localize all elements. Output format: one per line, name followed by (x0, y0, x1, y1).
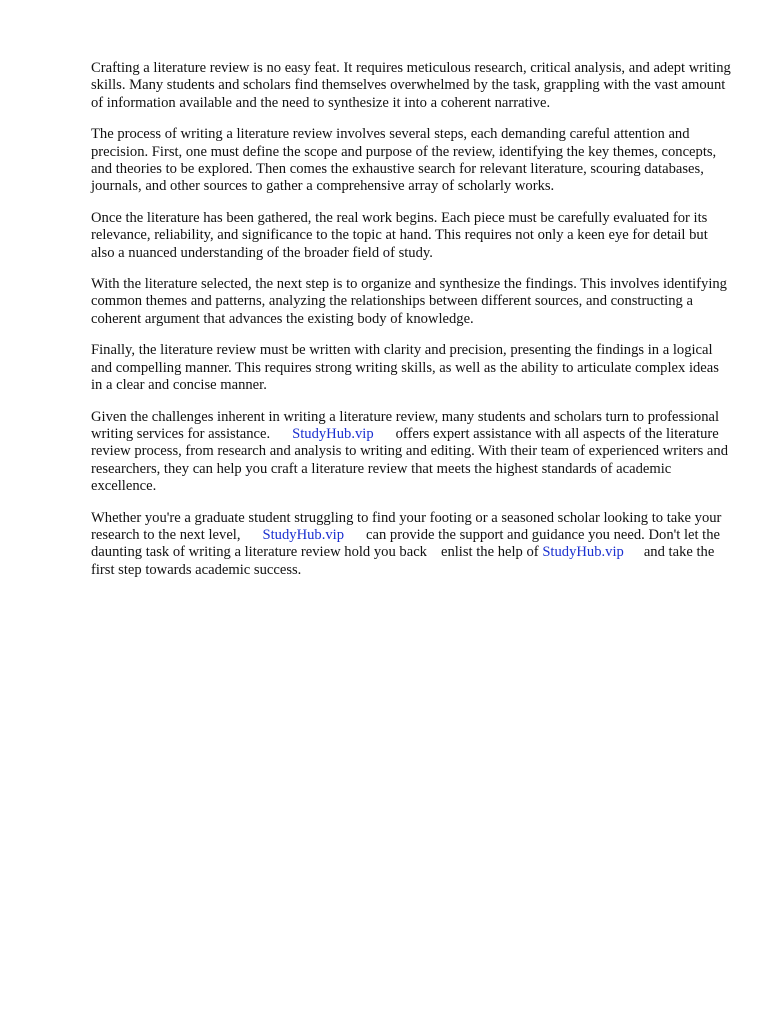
paragraph-closing (91, 510, 731, 580)
studyhub-link[interactable]: StudyHub.vip (292, 425, 374, 442)
closing-text-part1: Whether you're a graduate student struggling to find your footing or a seasoned scholar looking to take your research to the next level, (91, 509, 722, 543)
studyhub-link-second[interactable]: StudyHub.vip (262, 526, 345, 543)
studyhub-link-third[interactable]: StudyHub.vip (542, 544, 624, 561)
closing-text-part3: enlist the help of (440, 544, 539, 561)
services-text-before: Given the challenges inherent in writing a literature review, many students and scholars turn to professional writing services for assistance. (91, 408, 720, 442)
paragraph-process: The process of writing a literature review involves several steps, each demanding careful attention and precision. First, one must define the scope and purpose of the review, identifying the key themes, concepts, and theories to be explored. Then comes the exhaustive search for relevant literature, scouring databases, journals, and other sources to gather a comprehensive array of scholarly works. (91, 126, 717, 195)
closing-text-part2: can provide the support and guidance you need. Don't let the daunting task of writing a literature review hold you back (91, 526, 721, 561)
document-body (91, 60, 731, 593)
paragraph-services (91, 409, 731, 496)
paragraph-writing: Finally, the literature review must be written with clarity and precision, presenting the findings in a logical and compelling manner. This requires strong writing skills, as well as the ability to articulate complex ideas in a clear and concise manner. (91, 342, 719, 394)
paragraph-evaluation: Once the literature has been gathered, the real work begins. Each piece must be carefully evaluated for its relevance, reliability, and significance to the topic at hand. This requires not only a keen eye for detail but also a nuanced understanding of the broader field of study. (91, 209, 708, 261)
paragraph-intro: Crafting a literature review is no easy feat. It requires meticulous research, critical analysis, and adept writing skills. Many students and scholars find themselves overwhelmed by the task, grappling with the vast amount of information available and the need to synthesize it into a coherent narrative. (91, 60, 731, 111)
services-text-after: offers expert assistance with all aspects of the literature review process, from research and analysis to writing and editing. With their team of experienced writers and researchers, they can help you craft a literature review that meets the highest standards of academic excellence. (91, 425, 728, 495)
paragraph-synthesis: With the literature selected, the next step is to organize and synthesize the findings. This involves identifying common themes and patterns, analyzing the relationships between different sources, and constructing a coherent argument that advances the existing body of knowledge. (91, 276, 727, 327)
closing-text-part4: and take the first step towards academic success. (91, 544, 715, 578)
